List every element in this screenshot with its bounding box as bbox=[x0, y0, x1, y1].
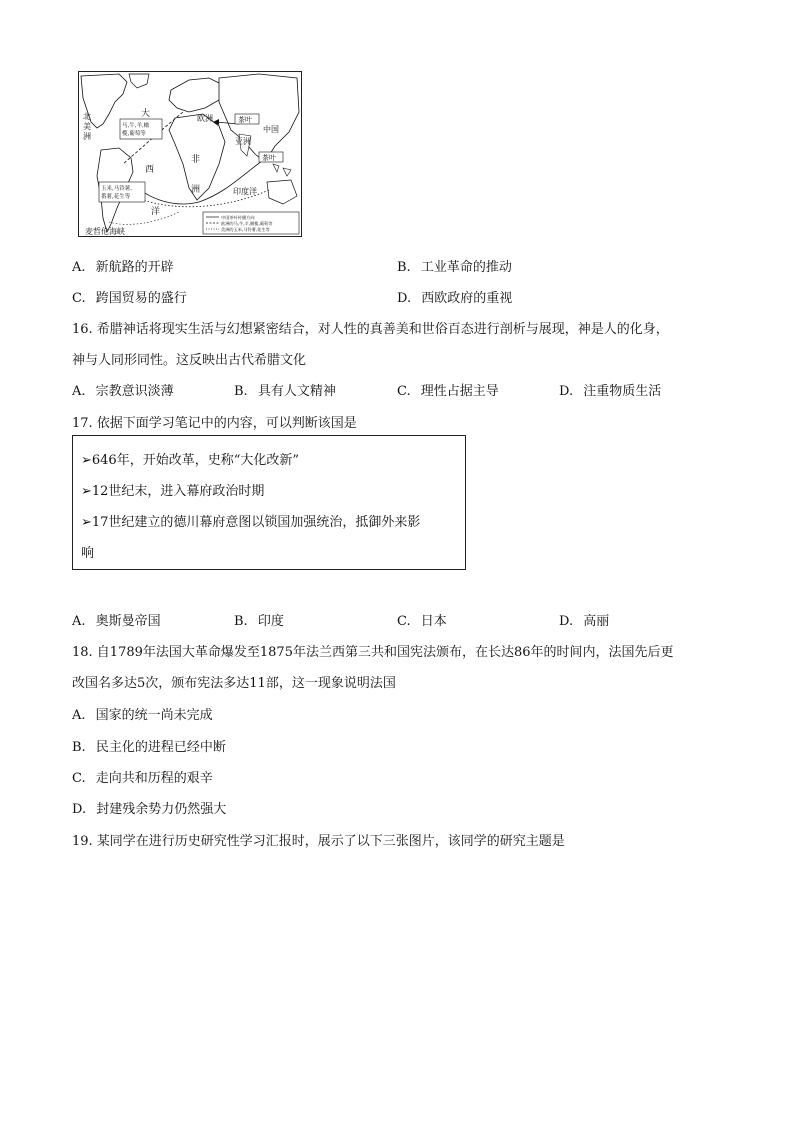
map-label-atlantic-2: 西 bbox=[145, 165, 155, 175]
map-label-tea-2: 茶叶 bbox=[262, 154, 276, 162]
option-text: 跨国贸易的盛行 bbox=[95, 291, 187, 306]
map-label-africa-2: 洲 bbox=[191, 185, 201, 195]
map-legend-item-1: 中国茶叶传播方向 bbox=[221, 215, 255, 220]
map-label-europe: 欧洲 bbox=[197, 114, 213, 123]
map-box-america-line1: 玉米,马铃薯, bbox=[101, 186, 132, 192]
map-label-tea-1: 茶叶 bbox=[238, 116, 252, 124]
map-label-north-2: 美 bbox=[83, 122, 91, 131]
option-letter: C. bbox=[397, 614, 411, 629]
option-text: 国家的统一尚未完成 bbox=[95, 708, 213, 723]
option-letter: A. bbox=[72, 260, 86, 275]
option-text: 日本 bbox=[420, 614, 447, 629]
map-legend-item-2: 欧洲的马,牛,羊,橄榄,葡萄等 bbox=[221, 221, 273, 226]
map-label-atlantic-3: 洋 bbox=[151, 207, 161, 217]
q16-option-d[interactable] bbox=[559, 380, 661, 399]
southeast-asia-islands bbox=[273, 164, 291, 176]
option-text: 封建残余势力仍然强大 bbox=[96, 802, 227, 817]
q18-stem-line2: 改国名多达5次，颁布宪法多达11部，这一现象说明法国 bbox=[72, 676, 396, 691]
trade-map-figure bbox=[78, 71, 302, 237]
map-label-indian-ocean: 印度洋 bbox=[233, 187, 257, 196]
note-line-2: ➢12世纪末，进入幕府政治时期 bbox=[81, 484, 265, 499]
option-letter: D. bbox=[397, 291, 412, 306]
option-letter: A. bbox=[72, 614, 86, 629]
q18-option-b[interactable] bbox=[72, 736, 226, 755]
option-letter: B. bbox=[397, 260, 411, 275]
europe-shape bbox=[169, 78, 225, 112]
option-text: 奥斯曼帝国 bbox=[95, 614, 161, 629]
map-label-north-3: 洲 bbox=[83, 132, 91, 141]
q16-stem-line1: 16. 希腊神话将现实生活与幻想紧密结合，对人性的真善美和世俗百态进行剖析与展现，神是人的化身， bbox=[72, 322, 669, 337]
australia-shape bbox=[267, 180, 297, 204]
q17-stem: 17. 依据下面学习笔记中的内容，可以判断该国是 bbox=[72, 416, 357, 431]
option-text: 注重物质生活 bbox=[583, 384, 662, 399]
option-letter: C. bbox=[72, 291, 86, 306]
q18-stem-line1: 18. 自1789年法国大革命爆发至1875年法兰西第三共和国宪法颁布，在长达86年的时间内，法国先后更 bbox=[72, 645, 674, 660]
map-label-china: 中国 bbox=[263, 125, 279, 134]
q18-option-d[interactable] bbox=[72, 798, 226, 817]
q15-option-a[interactable] bbox=[72, 256, 174, 275]
q18-option-a[interactable] bbox=[72, 704, 213, 723]
option-text: 走向共和历程的艰辛 bbox=[95, 771, 213, 786]
map-box-america-line2: 番薯,花生等 bbox=[101, 194, 131, 200]
option-letter: A. bbox=[72, 708, 86, 723]
option-text: 印度 bbox=[257, 614, 284, 629]
q17-option-c[interactable] bbox=[397, 610, 447, 629]
greenland-shape bbox=[129, 74, 149, 88]
map-label-atlantic-1: 大 bbox=[141, 109, 151, 119]
option-text: 高丽 bbox=[583, 614, 610, 629]
q19-stem: 19. 某同学在进行历史研究性学习汇报时，展示了以下三张图片，该同学的研究主题是 bbox=[72, 834, 565, 849]
option-letter: D. bbox=[559, 614, 574, 629]
note-line-4: 响 bbox=[81, 546, 95, 561]
option-text: 新航路的开辟 bbox=[95, 260, 174, 275]
option-text: 宗教意识淡薄 bbox=[95, 384, 174, 399]
q16-option-b[interactable] bbox=[234, 380, 336, 399]
map-box-europe-line2: 榄,葡萄等 bbox=[122, 131, 146, 137]
option-letter: B. bbox=[234, 384, 248, 399]
option-letter: D. bbox=[559, 384, 574, 399]
q15-option-c[interactable] bbox=[72, 287, 187, 306]
q16-stem-line2: 神与人同形同性。这反映出古代希腊文化 bbox=[72, 353, 307, 368]
q16-option-c[interactable] bbox=[397, 380, 499, 399]
map-label-africa-1: 非 bbox=[191, 155, 201, 165]
q16-option-a[interactable] bbox=[72, 380, 174, 399]
option-letter: D. bbox=[72, 802, 87, 817]
map-label-north-1: 北 bbox=[83, 112, 91, 121]
q15-option-b[interactable] bbox=[397, 256, 512, 275]
q17-option-b[interactable] bbox=[234, 610, 284, 629]
magellan-route bbox=[109, 212, 179, 224]
note-line-1: ➢646年，开始改革，史称“大化改新” bbox=[81, 453, 299, 468]
option-text: 理性占据主导 bbox=[420, 384, 499, 399]
study-notes-box bbox=[72, 435, 466, 570]
note-line-3: ➢17世纪建立的德川幕府意图以锁国加强统治，抵御外来影 bbox=[81, 515, 421, 530]
map-label-magellan: 麦哲伦海峡 bbox=[85, 227, 125, 236]
option-text: 具有人文精神 bbox=[257, 384, 336, 399]
option-letter: C. bbox=[72, 771, 86, 786]
option-text: 工业革命的推动 bbox=[420, 260, 512, 275]
option-text: 西欧政府的重视 bbox=[421, 291, 513, 306]
q15-option-d[interactable] bbox=[397, 287, 512, 306]
option-letter: B. bbox=[72, 740, 86, 755]
option-letter: A. bbox=[72, 384, 86, 399]
map-legend-item-3: 美洲的玉米,马铃薯,花生等 bbox=[221, 227, 270, 232]
map-box-europe-line1: 马,牛,羊,橄 bbox=[122, 123, 150, 129]
q17-option-a[interactable] bbox=[72, 610, 161, 629]
option-letter: C. bbox=[397, 384, 411, 399]
q17-option-d[interactable] bbox=[559, 610, 609, 629]
map-label-asia: 亚洲 bbox=[235, 137, 251, 146]
option-letter: B. bbox=[234, 614, 248, 629]
world-map-graphic bbox=[79, 72, 301, 236]
q18-option-c[interactable] bbox=[72, 767, 213, 786]
option-text: 民主化的进程已经中断 bbox=[95, 740, 226, 755]
